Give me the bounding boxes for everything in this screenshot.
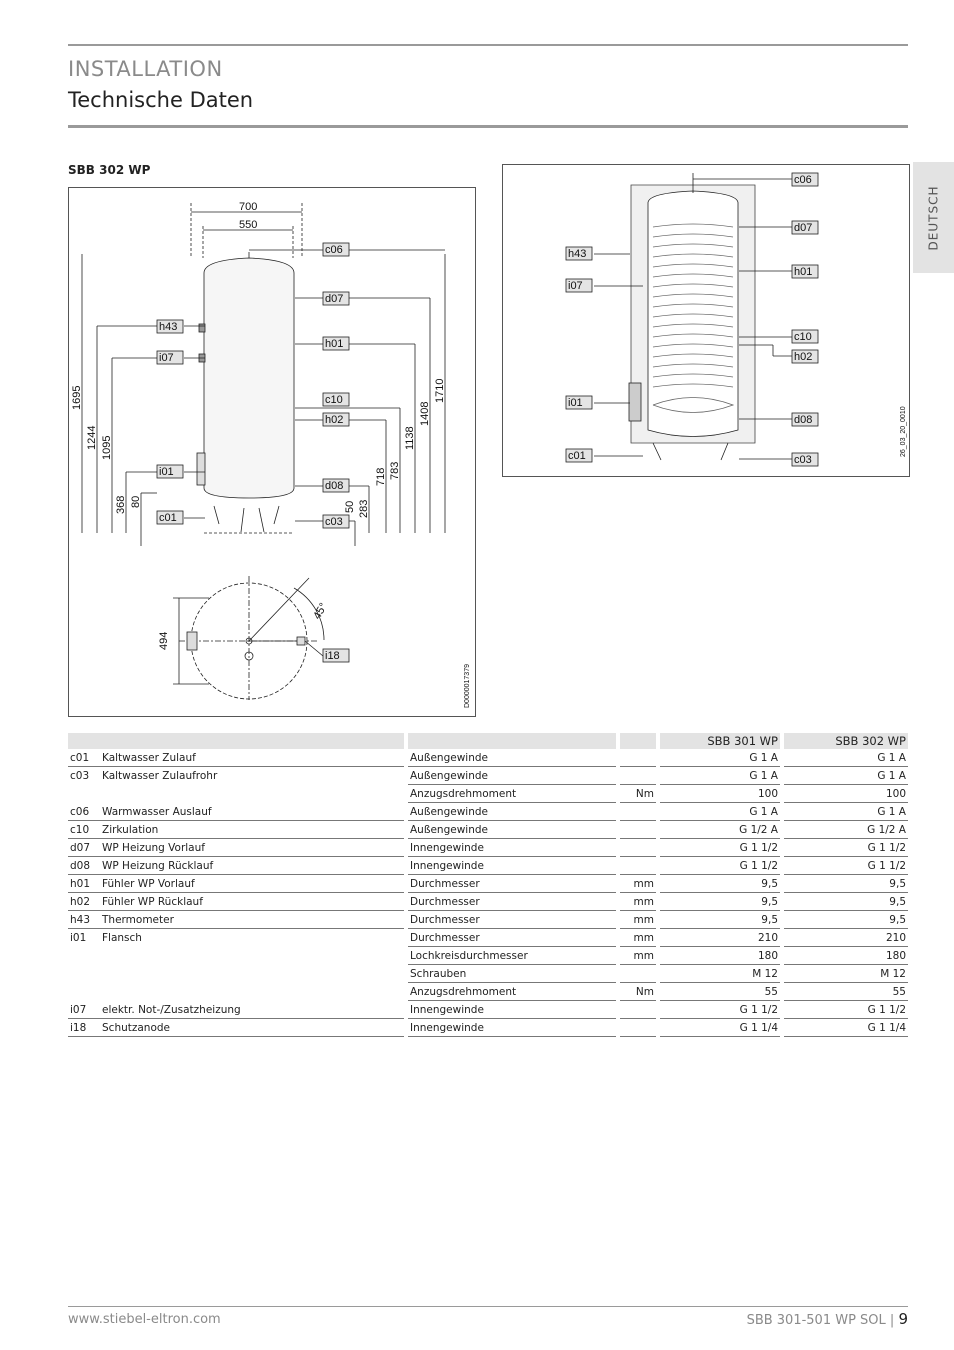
label2-d08: d08 [794,414,813,426]
cell-code: c03 [70,770,90,782]
section-drawing [502,164,910,477]
col-sbb301: SBB 301 WP [660,733,780,749]
cell-code: h02 [68,893,100,911]
label-c01: c01 [159,512,177,524]
cell-prop: Schrauben [408,965,616,983]
cell-v1: 100 [660,785,780,803]
label-h43: h43 [159,321,178,333]
cell-prop: Innengewinde [408,1001,616,1019]
cell-v2: G 1 1/4 [784,1019,908,1037]
cell-name [100,965,404,983]
table-row [68,911,908,929]
cell-v1: M 12 [660,965,780,983]
cell-code: c01 [68,749,100,767]
cell-name [100,947,404,965]
cell-prop: Innengewinde [408,857,616,875]
cell-unit [620,821,656,839]
table-row [68,929,908,947]
cell-name: Warmwasser Auslauf [100,803,404,821]
dim-1244: 1244 [86,425,98,450]
cell-unit [620,767,656,785]
cell-unit [620,965,656,983]
cell-name: Zirkulation [100,821,404,839]
cell-v1: G 1 A [660,803,780,821]
cell-code: i01 [70,932,87,944]
table-row [68,749,908,767]
cell-unit: mm [620,947,656,965]
cell-unit: Nm [620,785,656,803]
cell-v1: 9,5 [660,875,780,893]
cell-unit [620,839,656,857]
doc-code-2: 26_03_20_0010 [900,406,907,457]
cell-v2: G 1 A [784,803,908,821]
cell-v2: G 1 A [784,767,908,785]
label2-h43: h43 [568,248,587,260]
cell-unit [620,857,656,875]
table-row [68,1001,908,1019]
label-c06: c06 [325,244,343,256]
label2-h02: h02 [794,351,813,363]
dim-368: 368 [115,495,127,514]
cell-unit [620,749,656,767]
label-i01: i01 [159,466,174,478]
cell-unit [620,1019,656,1037]
cell-v1: 9,5 [660,893,780,911]
cell-code: c06 [68,803,100,821]
cell-v2: M 12 [784,965,908,983]
cell-code [68,983,100,1001]
cell-unit [620,1001,656,1019]
table-row [68,785,908,803]
cell-v1: 55 [660,983,780,1001]
cell-code: d08 [68,857,100,875]
doc-code-1: D0000017379 [464,664,471,708]
dim-50: 50 [344,500,356,513]
label2-i07: i07 [568,280,583,292]
label2-c06: c06 [794,174,812,186]
cell-name: Flansch [102,932,142,944]
table-row [68,893,908,911]
table-row [68,965,908,983]
cell-v1: G 1 A [660,767,780,785]
cell-name [100,785,404,803]
label2-c10: c10 [794,331,812,343]
cell-prop: Anzugsdrehmoment [408,785,616,803]
cell-unit: mm [620,929,656,947]
page-title: Technische Daten [68,88,254,112]
cell-code: c10 [68,821,100,839]
cell-unit: Nm [620,983,656,1001]
header-top-rule [68,44,908,46]
cell-name: WP Heizung Vorlauf [100,839,404,857]
table-row [68,803,908,821]
dim-1695: 1695 [71,385,83,410]
cell-prop: Durchmesser [408,911,616,929]
label-i18: i18 [325,650,340,662]
label-d07: d07 [325,293,344,305]
cell-v1: 180 [660,947,780,965]
cell-prop: Lochkreisdurchmesser [408,947,616,965]
language-tab[interactable]: DEUTSCH [913,162,954,273]
footer-url[interactable]: www.stiebel-eltron.com [68,1312,221,1327]
cell-v2: G 1 1/2 [784,857,908,875]
cell-name: Kaltwasser Zulauf [100,749,404,767]
cell-v2: G 1 1/2 [784,1001,908,1019]
dim-80: 80 [130,495,142,508]
cell-name: Thermometer [100,911,404,929]
cell-unit [620,803,656,821]
cell-unit: mm [620,875,656,893]
cell-unit: mm [620,911,656,929]
label2-d07: d07 [794,222,813,234]
cell-v2: G 1 A [784,749,908,767]
label-c10: c10 [325,394,343,406]
label2-i01: i01 [568,397,583,409]
cell-code [68,785,100,803]
table-row [68,947,908,965]
technical-data-table [68,733,908,1037]
cell-prop: Innengewinde [408,839,616,857]
cell-v1: G 1 1/4 [660,1019,780,1037]
cell-code [68,965,100,983]
dim-1408: 1408 [419,401,431,426]
label2-c01: c01 [568,450,586,462]
dim-550: 550 [239,219,258,231]
dim-1138: 1138 [404,426,416,450]
table-row [68,821,908,839]
label-i07: i07 [159,352,174,364]
cell-code: h01 [68,875,100,893]
cell-v1: G 1 1/2 [660,857,780,875]
dim-494: 494 [158,631,170,650]
cell-prop: Außengewinde [408,821,616,839]
cell-code: d07 [68,839,100,857]
page-number: 9 [898,1310,908,1328]
cell-prop: Außengewinde [408,767,616,785]
cell-name: Schutzanode [100,1019,404,1037]
cell-prop: Durchmesser [408,893,616,911]
cell-code: i07 [68,1001,100,1019]
cell-name: WP Heizung Rücklauf [100,857,404,875]
cell-v1: 9,5 [660,911,780,929]
table-row [68,767,908,785]
cell-prop: Außengewinde [408,803,616,821]
table-header [68,733,908,749]
cell-prop: Durchmesser [408,875,616,893]
cell-v2: G 1 1/2 [784,839,908,857]
footer-rule [68,1306,908,1307]
cell-prop: Innengewinde [408,1019,616,1037]
table-row [68,1019,908,1037]
angle-45: 45° [311,601,330,622]
cell-unit: mm [620,893,656,911]
dim-718: 718 [375,467,387,486]
figure-heading: SBB 302 WP [68,163,151,177]
cell-code: i18 [68,1019,100,1037]
cell-v2: 9,5 [784,911,908,929]
label2-c03: c03 [794,454,812,466]
cell-name: Fühler WP Rücklauf [100,893,404,911]
cell-v2: 210 [784,929,908,947]
table-row [68,983,908,1001]
dim-700: 700 [239,201,258,213]
table-row [68,875,908,893]
label-c03: c03 [325,516,343,528]
col-sbb302: SBB 302 WP [784,733,908,749]
label-h01: h01 [325,338,344,350]
cell-prop: Durchmesser [408,929,616,947]
cell-v2: G 1/2 A [784,821,908,839]
cell-prop: Anzugsdrehmoment [408,983,616,1001]
cell-prop: Außengewinde [408,749,616,767]
dim-283: 283 [358,499,370,518]
cell-v2: 55 [784,983,908,1001]
dim-1710: 1710 [434,378,446,403]
cell-v1: G 1 1/2 [660,839,780,857]
footer-product: SBB 301-501 WP SOL | 9 [746,1310,908,1328]
cell-v1: G 1 A [660,749,780,767]
table-row [68,839,908,857]
header-bottom-rule [68,125,908,128]
cell-name: Fühler WP Vorlauf [100,875,404,893]
cell-code [68,947,100,965]
cell-name: elektr. Not-/Zusatzheizung [100,1001,404,1019]
cell-code: h43 [68,911,100,929]
table-row [68,857,908,875]
section-heading: INSTALLATION [68,57,223,81]
label-d08: d08 [325,480,344,492]
dim-1095: 1095 [101,435,113,460]
dimension-drawing [68,187,476,717]
cell-v1: G 1 1/2 [660,1001,780,1019]
cell-v1: G 1/2 A [660,821,780,839]
cell-v2: 9,5 [784,893,908,911]
cell-v2: 180 [784,947,908,965]
label-h02: h02 [325,414,344,426]
cell-v2: 9,5 [784,875,908,893]
dim-783: 783 [389,461,401,480]
cell-v1: 210 [660,929,780,947]
label2-h01: h01 [794,266,813,278]
cell-name: Kaltwasser Zulaufrohr [102,770,218,782]
cell-name [100,983,404,1001]
cell-v2: 100 [784,785,908,803]
